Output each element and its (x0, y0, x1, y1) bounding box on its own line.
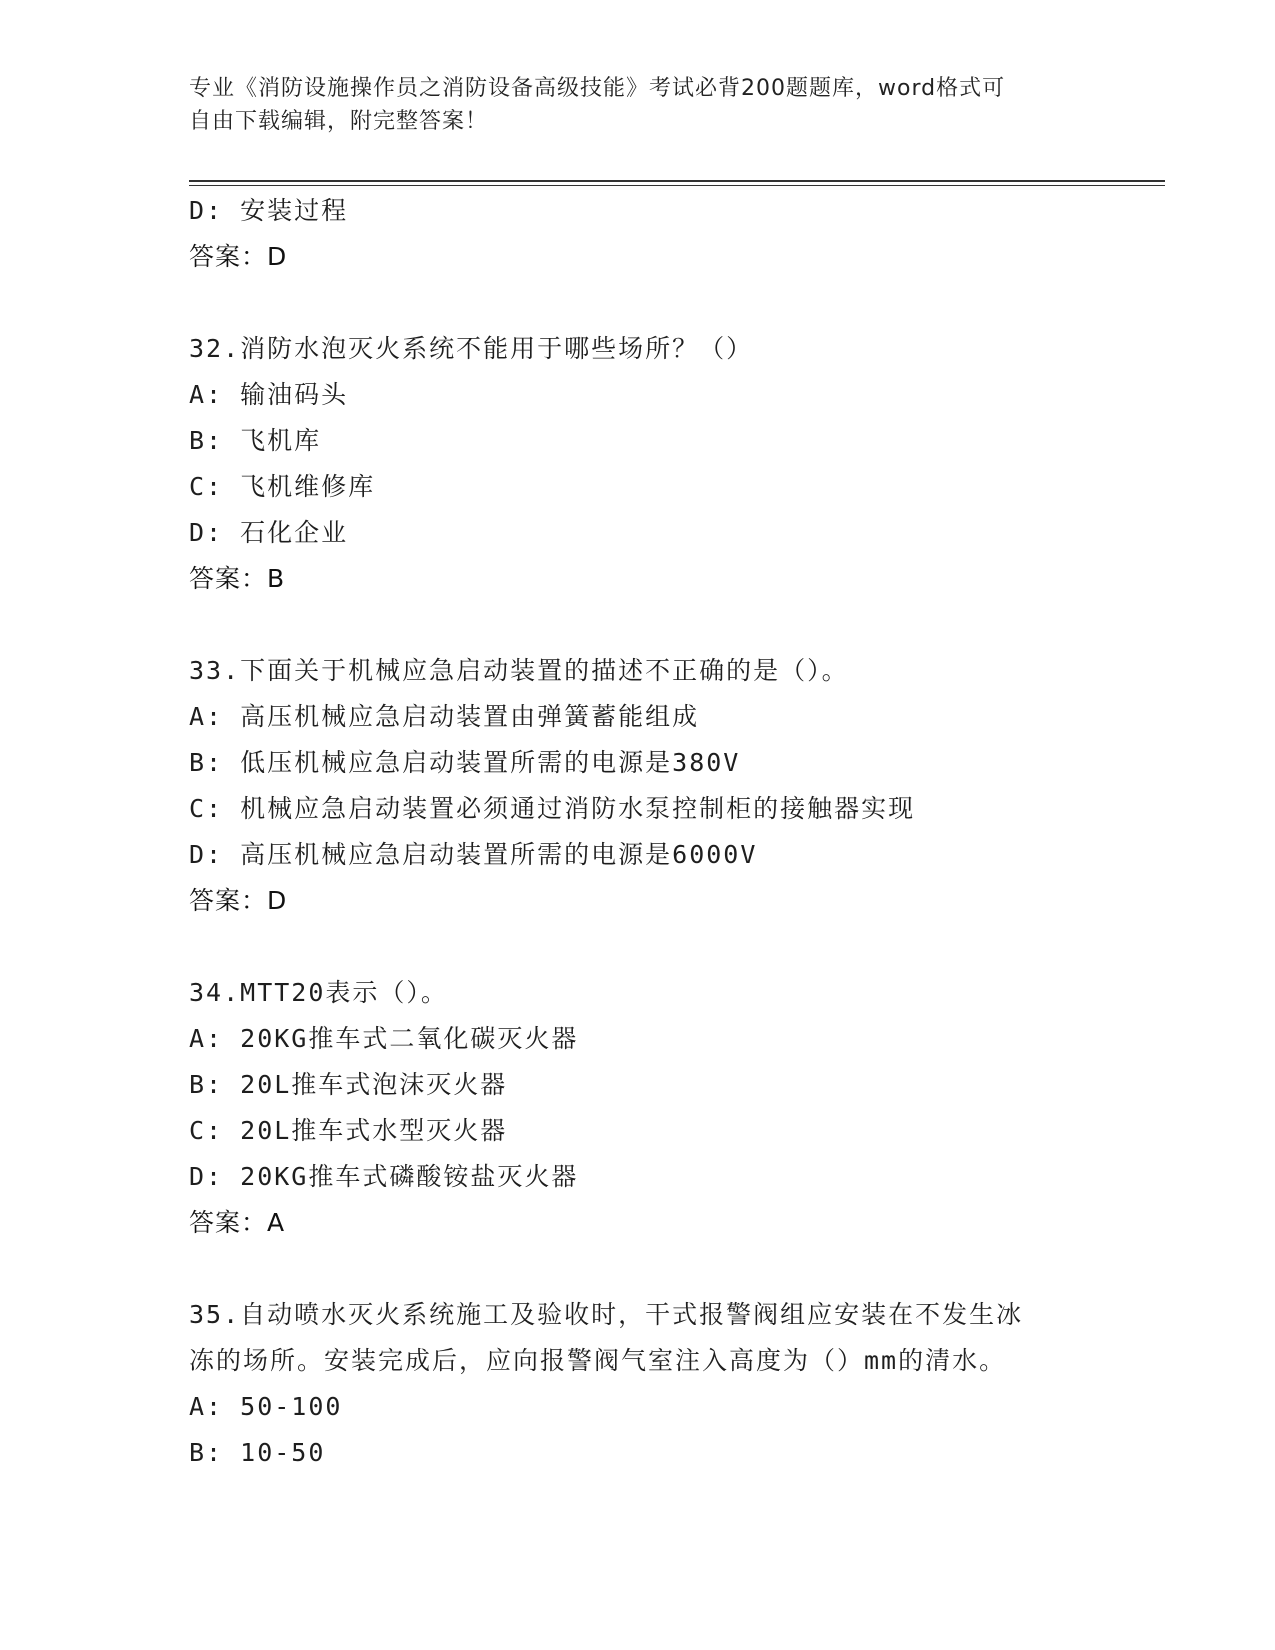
prev-option-d: D: 安装过程 (189, 196, 349, 225)
spacer (189, 924, 1149, 970)
question-33 (189, 648, 1149, 924)
option-d: D: 高压机械应急启动装置所需的电源是6000V (189, 840, 758, 869)
answer: 答案：D (189, 886, 288, 915)
question-stem-line-2: 冻的场所。安装完成后，应向报警阀气室注入高度为（）mm的清水。 (189, 1346, 1007, 1375)
question-list (189, 188, 1149, 1476)
option-a: A: 50-100 (189, 1392, 343, 1421)
option-b: B: 低压机械应急启动装置所需的电源是380V (189, 748, 741, 777)
prev-answer: 答案：D (189, 242, 288, 271)
question-stem-line-1: 35.自动喷水灭火系统施工及验收时，干式报警阀组应安装在不发生冰 (189, 1300, 1024, 1329)
question-32 (189, 326, 1149, 602)
header-divider-thin (189, 185, 1165, 186)
option-b: B: 20L推车式泡沫灭火器 (189, 1070, 508, 1099)
question-stem: 34.MTT20表示（）。 (189, 978, 448, 1007)
header-line-2: 自由下载编辑，附完整答案！ (189, 109, 489, 134)
question-34 (189, 970, 1149, 1246)
answer: 答案：A (189, 1208, 286, 1237)
option-d: D: 石化企业 (189, 518, 349, 547)
document-header (189, 72, 1089, 138)
option-c: C: 20L推车式水型灭火器 (189, 1116, 508, 1145)
question-35 (189, 1292, 1149, 1476)
spacer (189, 1246, 1149, 1292)
option-d: D: 20KG推车式磷酸铵盐灭火器 (189, 1162, 579, 1191)
option-a: A: 20KG推车式二氧化碳灭火器 (189, 1024, 579, 1053)
option-b: B: 10-50 (189, 1438, 326, 1467)
header-divider-thick (189, 180, 1165, 182)
header-line-1: 专业《消防设施操作员之消防设备高级技能》考试必背200题题库，word格式可 (189, 76, 1006, 101)
option-b: B: 飞机库 (189, 426, 322, 455)
question-stem: 33.下面关于机械应急启动装置的描述不正确的是（）。 (189, 656, 849, 685)
spacer (189, 280, 1149, 326)
answer: 答案：B (189, 564, 286, 593)
question-stem: 32.消防水泡灭火系统不能用于哪些场所？（） (189, 334, 754, 363)
option-a: A: 输油码头 (189, 380, 349, 409)
option-c: C: 机械应急启动装置必须通过消防水泵控制柜的接触器实现 (189, 794, 916, 823)
spacer (189, 602, 1149, 648)
option-c: C: 飞机维修库 (189, 472, 376, 501)
option-a: A: 高压机械应急启动装置由弹簧蓄能组成 (189, 702, 700, 731)
